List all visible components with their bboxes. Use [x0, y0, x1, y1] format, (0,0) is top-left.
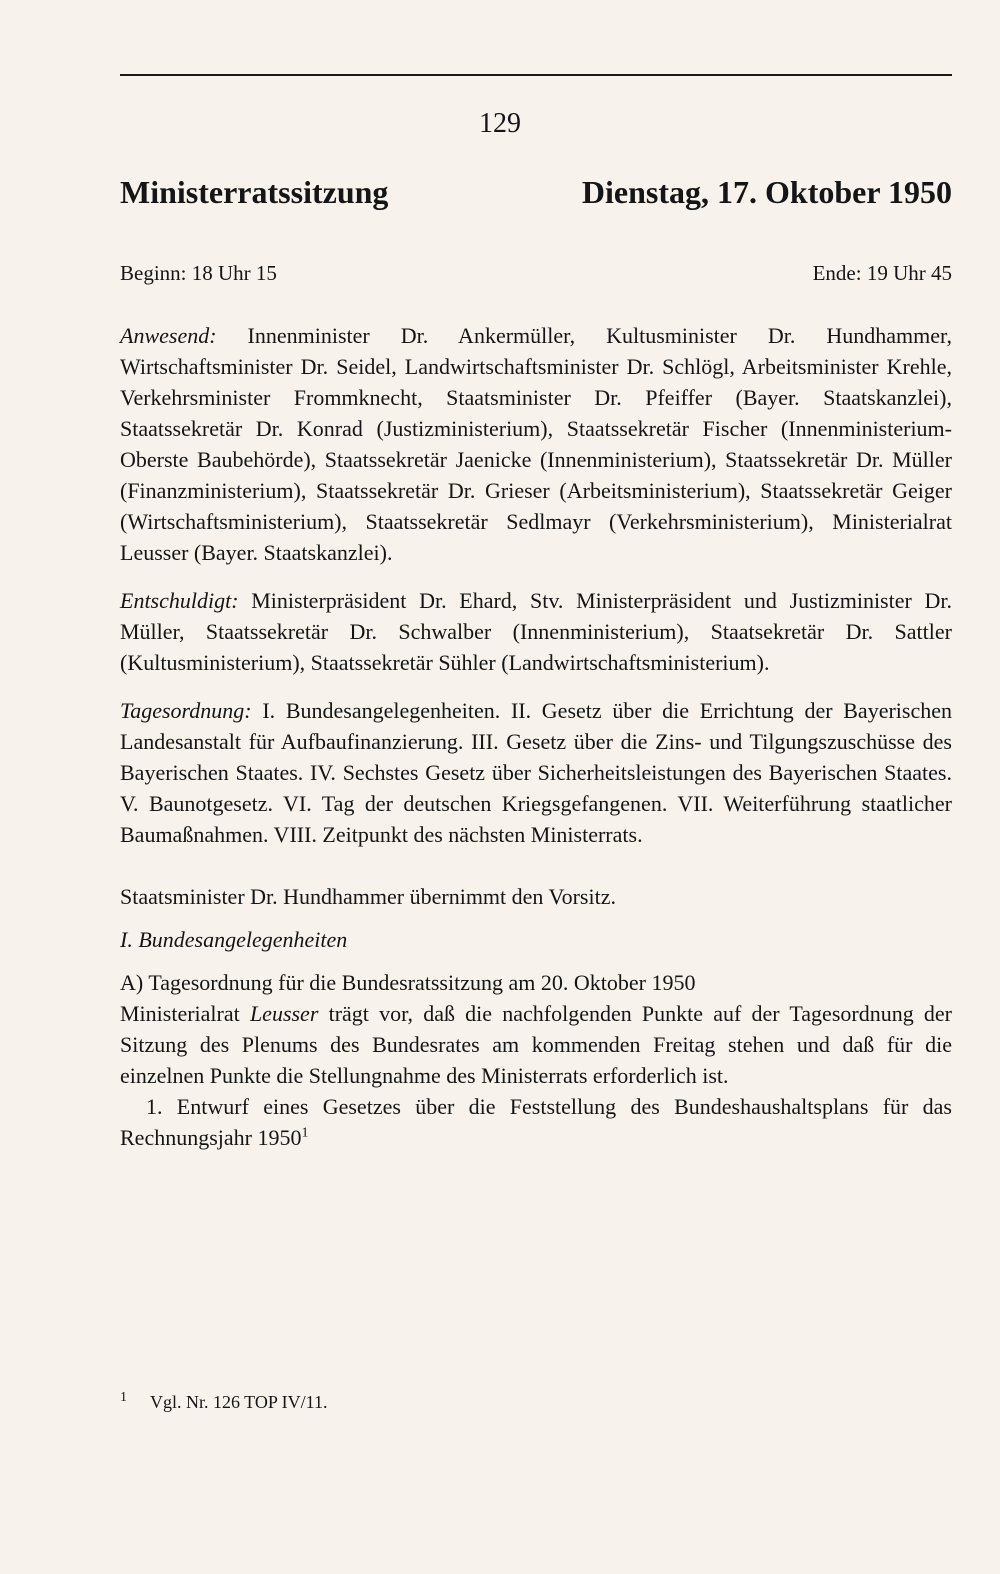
excused-label: Entschuldigt: — [120, 588, 239, 613]
speaker-name: Leusser — [249, 1001, 319, 1026]
end-time: Ende: 19 Uhr 45 — [812, 261, 952, 285]
header-rule — [120, 74, 952, 76]
present-text: Innenminister Dr. Ankermüller, Kultusminister Dr. Hundhammer, Wirtschaftsminister Dr. Seidel, Landwirtschaftsminister Dr. Schlögl, Arbeitsminister Krehle, Verkehrsminister Frommknecht, Staatsminister Dr. Pfeiffer (Bayer. Staatskanzlei), Staatssekretär Dr. Konrad (Justizministerium), Staatssekretär Fischer (Innenministerium-Oberste Baubehörde), Staatssekretär Jaenicke (Innenministerium), Staatssekretär Dr. Müller (Finanzministerium), Staatssekretär Dr. Grieser (Arbeitsministerium), Staatssekretär Geiger (Wirtschaftsministerium), Staatssekretär Sedlmayr (Verkehrsministerium), Ministerialrat Leusser (Bayer. Staatskanzlei). — [120, 323, 952, 565]
excused-text: Ministerpräsident Dr. Ehard, Stv. Ministerpräsident und Justizminister Dr. Müller, Staatssekretär Dr. Schwalber (Innenministerium), Staatsekretär Dr. Sattler (Kultusministerium), Staatssekretär Sühler (Landwirtschaftsministerium). — [120, 588, 952, 675]
footnote: 1 Vgl. Nr. 126 TOP IV/11. — [120, 1390, 328, 1412]
present-label: Anwesend: — [120, 323, 217, 348]
para-pre: Ministerialrat — [120, 1001, 250, 1026]
attendees-paragraph — [120, 320, 952, 568]
agenda-paragraph — [120, 695, 952, 850]
footnote-text: Vgl. Nr. 126 TOP IV/11. — [150, 1392, 328, 1412]
agenda-item-1 — [120, 1091, 952, 1153]
agenda-label: Tagesordnung: — [120, 698, 252, 723]
document-title: Ministerratssitzung — [120, 174, 389, 210]
page-number: 129 — [479, 108, 521, 139]
chair-paragraph: Staatsminister Dr. Hundhammer übernimmt den Vorsitz. — [120, 884, 616, 909]
agenda-text: I. Bundesangelegenheiten. II. Gesetz über die Errichtung der Bayerischen Landesanstalt für Aufbaufinanzierung. III. Gesetz über die Zins- und Tilgungszuschüsse des Bayerischen Staates. IV. Sechstes Gesetz über Sicherheitsleistungen des Bayerischen Staates. V. Baunotgesetz. VI. Tag der deutschen Kriegsgefangenen. VII. Weiterführung staatlicher Baumaßnahmen. VIII. Zeitpunkt des nächsten Ministerrats. — [120, 698, 952, 847]
document-body — [120, 320, 952, 1153]
para-post: trägt vor, daß die nachfolgenden Punkte auf der Tagesordnung der Sitzung des Plenums des Bundesrates am kommenden Freitag stehen und daß für die einzelnen Punkte die Stellungnahme des Ministerrats erforderlich ist. — [120, 1001, 952, 1088]
begin-time: Beginn: 18 Uhr 15 — [120, 261, 277, 285]
document-date: Dienstag, 17. Oktober 1950 — [581, 174, 952, 210]
footnote-ref: 1 — [301, 1125, 309, 1141]
item1-text: 1. Entwurf eines Gesetzes über die Feststellung des Bundeshaushaltsplans für das Rechnungsjahr 1950 — [120, 1094, 952, 1150]
section-subheading: A) Tagesordnung für die Bundesratssitzung am 20. Oktober 1950 — [120, 970, 696, 995]
leusser-paragraph — [120, 998, 952, 1091]
excused-paragraph — [120, 585, 952, 678]
section-heading: I. Bundesangelegenheiten — [120, 927, 348, 952]
